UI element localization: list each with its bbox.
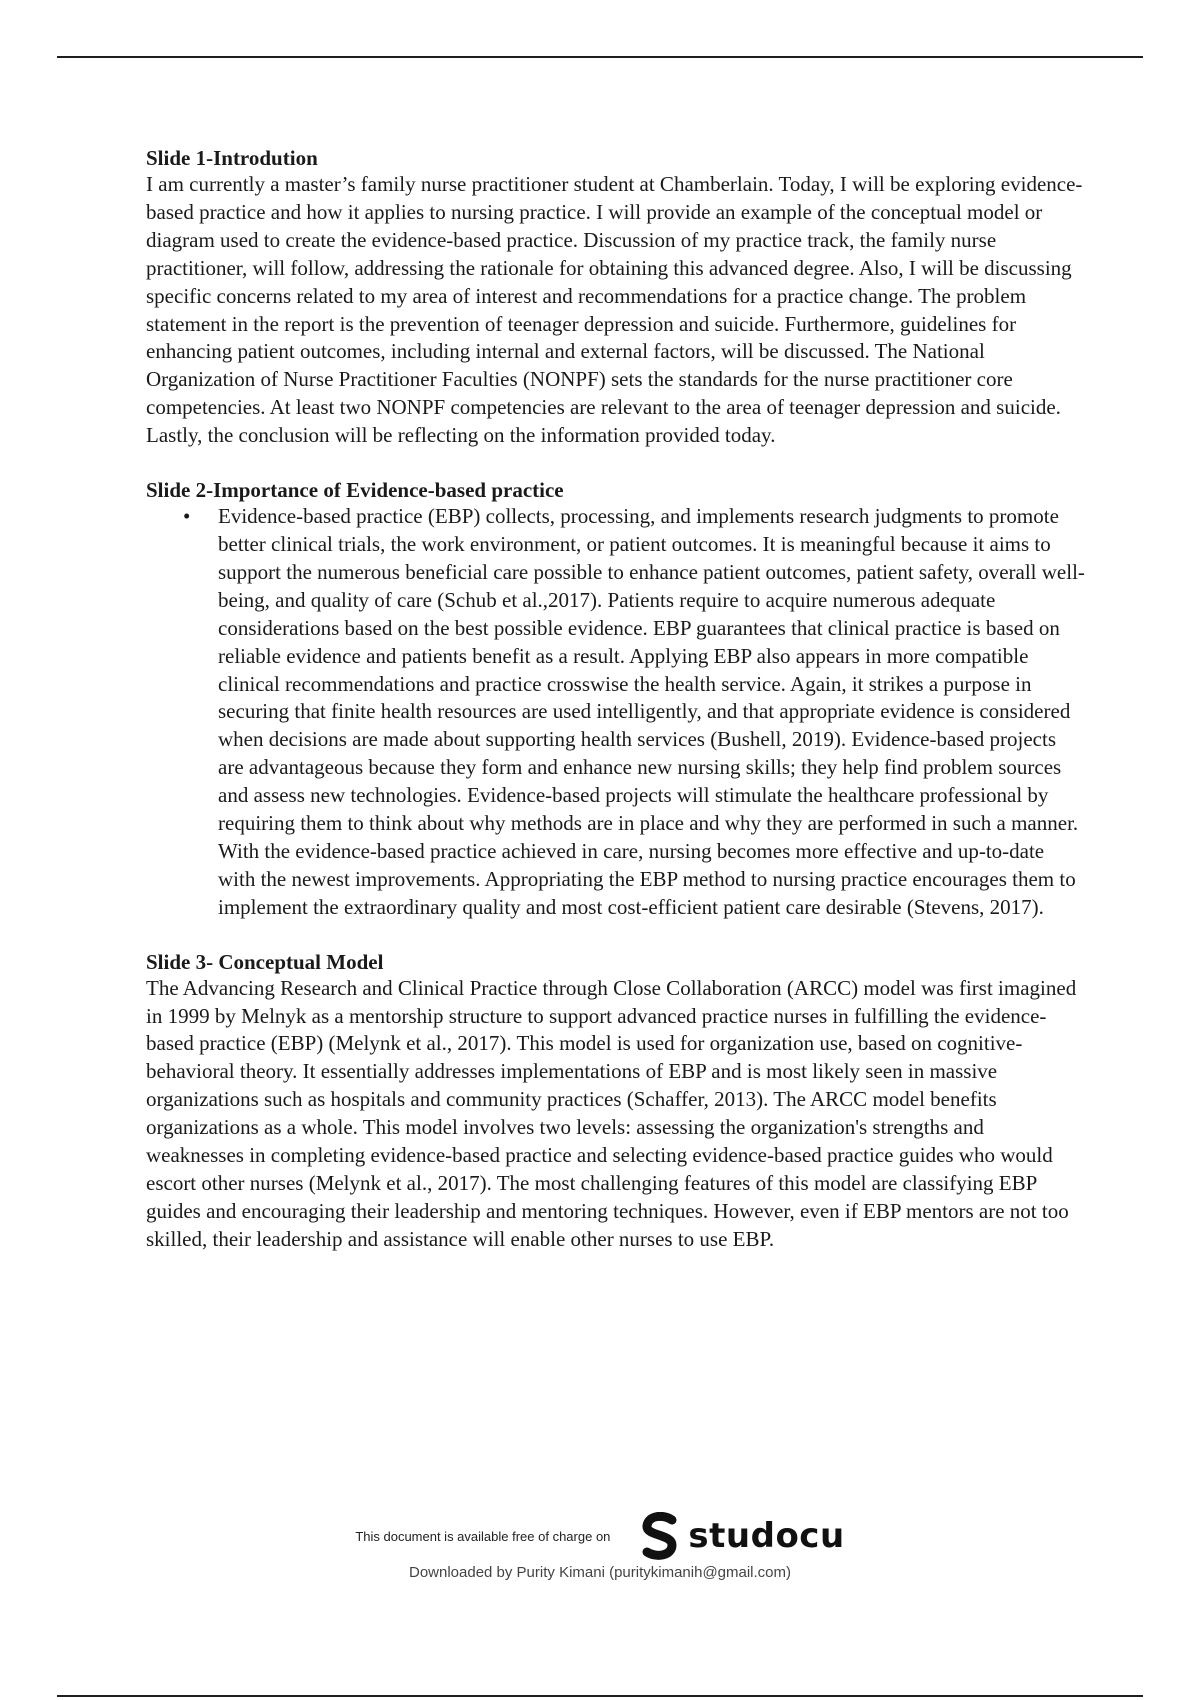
bullet-icon: • xyxy=(183,504,191,529)
top-rule xyxy=(57,56,1143,58)
footer-availability-row xyxy=(0,1512,1200,1560)
slide1-body: I am currently a master’s family nurse practitioner student at Chamberlain. Today, I will be exploring evidence-based practice and how it applies to nursing practice. I will provide an example of the conceptual model or diagram used to create the evidence-based practice. Discussion of my practice track, the family nurse practitioner, will follow, addressing the rationale for obtaining this advanced degree. Also, I will be discussing specific concerns related to my area of interest and recommendations for a practice change. The problem statement in the report is the prevention of teenager depression and suicide. Furthermore, guidelines for enhancing patient outcomes, including internal and external factors, will be discussed. The National Organization of Nurse Practitioner Faculties (NONPF) sets the standards for the nurse practitioner core competencies. At least two NONPF competencies are relevant to the area of teenager depression and suicide. Lastly, the conclusion will be reflecting on the information provided today. xyxy=(146,172,1083,448)
slide2-section xyxy=(146,477,1086,922)
slide2-body: Evidence-based practice (EBP) collects, processing, and implements research judgments to promote better clinical trials, the work environment, or patient outcomes. It is meaningful because it aims to support the numerous beneficial care possible to enhance patient outcomes, patient safety, overall well-being, and quality of care (Schub et al.,2017). Patients require to acquire numerous adequate considerations based on the best possible evidence. EBP guarantees that clinical practice is based on reliable evidence and patients benefit as a result. Applying EBP also appears in more compatible clinical recommendations and practice crosswise the health service. Again, it strikes a purpose in securing that finite health resources are used intelligently, and that appropriate evidence is considered when decisions are made about supporting health services (Bushell, 2019). Evidence-based projects are advantageous because they form and enhance new nursing skills; they help find problem sources and assess new technologies. Evidence-based projects will stimulate the healthcare professional by requiring them to think about why methods are in place and why they are performed in such a manner. With the evidence-based practice achieved in care, nursing becomes more effective and up-to-date with the newest improvements. Appropriating the EBP method to nursing practice encourages them to implement the extraordinary quality and most cost-efficient patient care desirable (Stevens, 2017). xyxy=(218,504,1085,919)
slide3-heading: Slide 3- Conceptual Model xyxy=(146,949,384,974)
studocu-logo-icon xyxy=(638,1512,682,1560)
slide3-section xyxy=(146,949,1086,1254)
studocu-brand[interactable] xyxy=(638,1512,844,1560)
slide3-body: The Advancing Research and Clinical Practice through Close Collaboration (ARCC) model was first imagined in 1999 by Melnyk as a mentorship structure to support advanced practice nurses in fulfilling the evidence-based practice (EBP) (Melynk et al., 2017). This model is used for organization use, based on cognitive-behavioral theory. It essentially addresses implementations of EBP and is most likely seen in massive organizations such as hospitals and community practices (Schaffer, 2013). The ARCC model benefits organizations as a whole. This model involves two levels: assessing the organization's strengths and weaknesses in completing evidence-based practice and selecting evidence-based practice guides who would escort other nurses (Melynk et al., 2017). The most challenging features of this model are classifying EBP guides and encouraging their leadership and mentoring techniques. However, even if EBP mentors are not too skilled, their leadership and assistance will enable other nurses to use EBP. xyxy=(146,975,1077,1251)
slide2-heading: Slide 2-Importance of Evidence-based practice xyxy=(146,478,564,503)
slide1-section xyxy=(146,145,1086,450)
bottom-rule xyxy=(57,1695,1143,1697)
page-footer xyxy=(0,1512,1200,1581)
brand-name: studocu xyxy=(688,1516,845,1556)
slide2-bullet-item xyxy=(146,503,1086,922)
document-page xyxy=(146,145,1086,1281)
availability-text: This document is available free of charge on xyxy=(355,1528,611,1544)
downloaded-by-text: Downloaded by Purity Kimani (puritykimanih@gmail.com) xyxy=(408,1564,792,1581)
slide1-heading: Slide 1-Introdution xyxy=(146,146,318,170)
